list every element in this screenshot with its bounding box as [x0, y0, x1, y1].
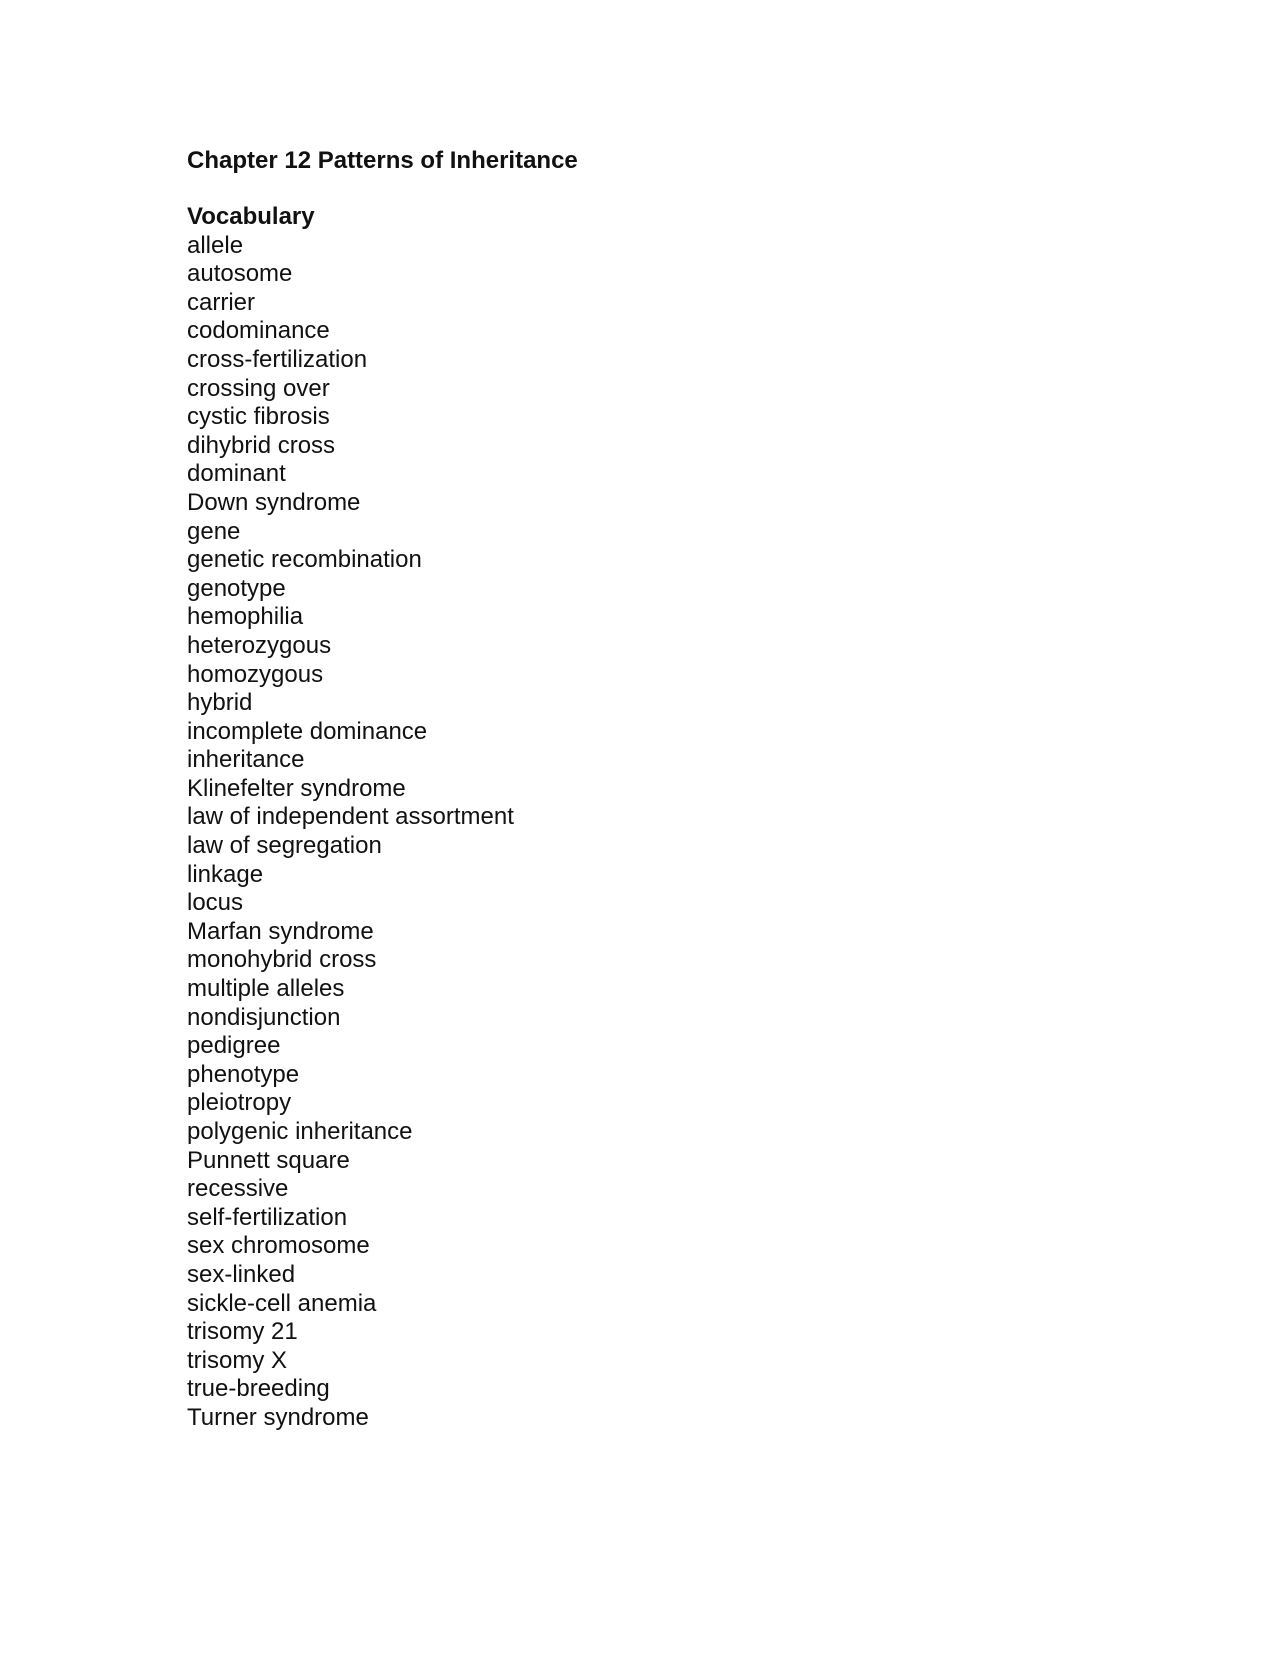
- vocabulary-term: dominant: [187, 460, 286, 488]
- vocabulary-term: Turner syndrome: [187, 1403, 369, 1431]
- vocabulary-term: Klinefelter syndrome: [187, 774, 406, 802]
- vocabulary-term: true-breeding: [187, 1375, 330, 1403]
- vocabulary-term: phenotype: [187, 1060, 300, 1088]
- vocabulary-term: cystic fibrosis: [187, 403, 330, 431]
- vocabulary-term: gene: [187, 517, 241, 545]
- vocabulary-term: polygenic inheritance: [187, 1118, 413, 1145]
- vocabulary-term: hybrid: [187, 689, 253, 717]
- vocabulary-term: codominance: [187, 317, 330, 345]
- vocabulary-term: homozygous: [187, 660, 324, 688]
- vocabulary-term: heterozygous: [187, 631, 332, 659]
- vocabulary-term: linkage: [187, 860, 264, 888]
- vocabulary-term: crossing over: [187, 374, 330, 402]
- vocabulary-term: allele: [187, 231, 244, 259]
- vocabulary-heading: Vocabulary: [187, 203, 315, 230]
- chapter-title: Chapter 12 Patterns of Inheritance: [187, 147, 578, 174]
- vocabulary-term: law of independent assortment: [187, 803, 514, 831]
- vocabulary-term: Punnett square: [187, 1146, 350, 1174]
- vocabulary-term: incomplete dominance: [187, 717, 428, 745]
- vocabulary-term: trisomy X: [187, 1346, 288, 1374]
- vocabulary-term: nondisjunction: [187, 1003, 341, 1031]
- vocabulary-term: Marfan syndrome: [187, 917, 374, 945]
- vocabulary-list: [187, 232, 1087, 1433]
- vocabulary-term: law of segregation: [187, 832, 382, 860]
- vocabulary-term: monohybrid cross: [187, 946, 377, 974]
- vocabulary-term: autosome: [187, 260, 293, 288]
- vocabulary-term: pedigree: [187, 1032, 281, 1060]
- vocabulary-term: inheritance: [187, 746, 305, 774]
- vocabulary-term: genotype: [187, 574, 286, 602]
- vocabulary-term: self-fertilization: [187, 1203, 348, 1231]
- vocabulary-term: carrier: [187, 288, 256, 316]
- vocabulary-term: hemophilia: [187, 603, 304, 631]
- vocabulary-term: sickle-cell anemia: [187, 1289, 377, 1317]
- vocabulary-term: pleiotropy: [187, 1089, 292, 1117]
- document-content: [187, 146, 1087, 1433]
- vocabulary-term: sex chromosome: [187, 1232, 370, 1260]
- vocabulary-term: trisomy 21: [187, 1318, 298, 1346]
- vocabulary-term: locus: [187, 889, 244, 917]
- vocabulary-term: multiple alleles: [187, 975, 345, 1003]
- vocabulary-term: Down syndrome: [187, 488, 361, 516]
- vocabulary-term: recessive: [187, 1175, 289, 1203]
- vocabulary-term: sex-linked: [187, 1260, 296, 1288]
- vocabulary-term: dihybrid cross: [187, 431, 336, 459]
- vocabulary-term: genetic recombination: [187, 546, 422, 574]
- vocabulary-term: cross-fertilization: [187, 345, 368, 373]
